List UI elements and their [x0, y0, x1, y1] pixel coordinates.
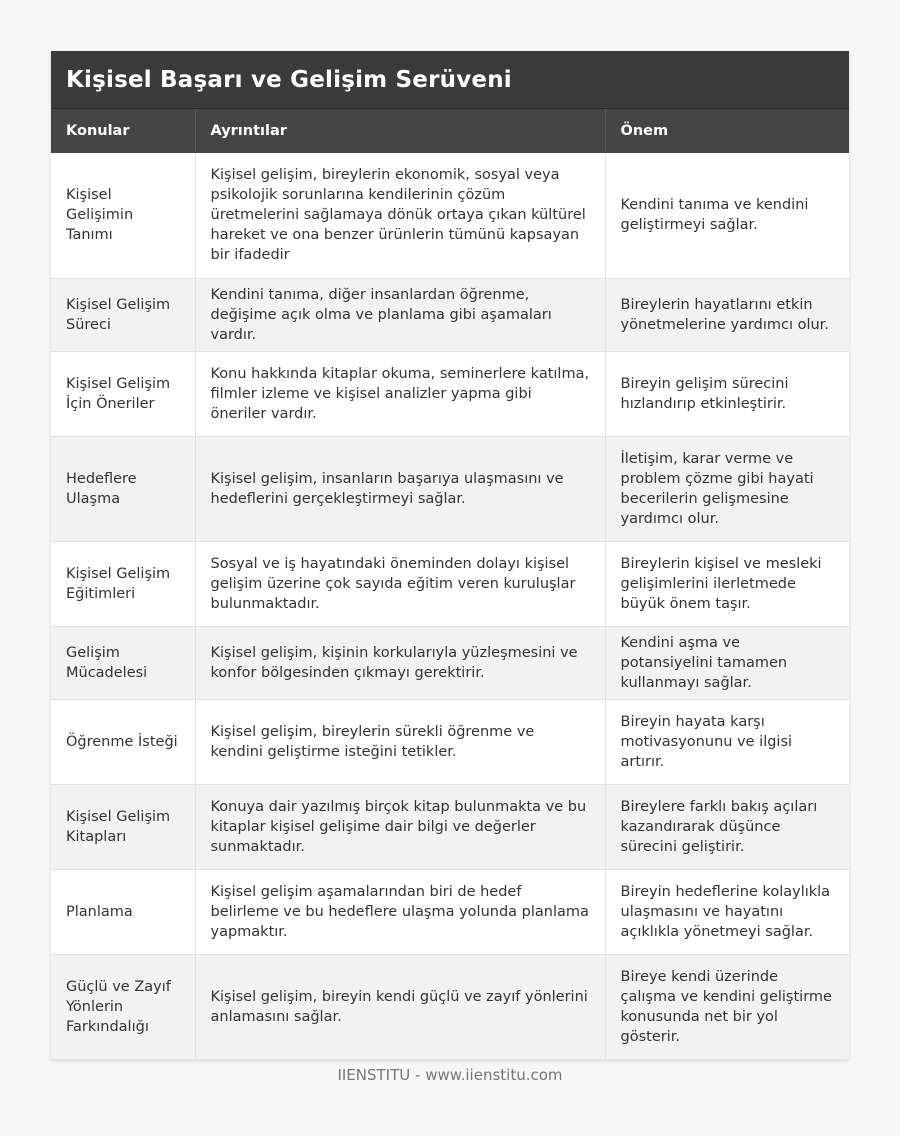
details-cell: Sosyal ve iş hayatındaki öneminden dolayı kişisel gelişim üzerine çok sayıda eğitim veren kuruluşlar bulunmaktadır.	[195, 541, 605, 626]
topic-cell: Kişisel Gelişim İçin Öneriler	[51, 351, 195, 436]
topic-cell: Hedeflere Ulaşma	[51, 436, 195, 541]
details-cell: Konu hakkında kitaplar okuma, seminerlere katılma, filmler izleme ve kişisel analizler yapma gibi öneriler vardır.	[195, 351, 605, 436]
importance-cell: Kendini tanıma ve kendini geliştirmeyi sağlar.	[605, 153, 849, 278]
table-card	[51, 51, 849, 1060]
topic-cell: Planlama	[51, 869, 195, 954]
importance-cell: Bireylerin hayatlarını etkin yönetmelerine yardımcı olur.	[605, 278, 849, 351]
details-cell: Kişisel gelişim, kişinin korkularıyla yüzleşmesini ve konfor bölgesinden çıkmayı gerektirir.	[195, 626, 605, 699]
table-row	[51, 954, 849, 1059]
importance-cell: Bireylere farklı bakış açıları kazandırarak düşünce sürecini geliştirir.	[605, 784, 849, 869]
table-row	[51, 436, 849, 541]
importance-cell: Bireyin hayata karşı motivasyonunu ve ilgisi artırır.	[605, 699, 849, 784]
details-cell: Kişisel gelişim, bireyin kendi güçlü ve zayıf yönlerini anlamasını sağlar.	[195, 954, 605, 1059]
topic-cell: Kişisel Gelişim Eğitimleri	[51, 541, 195, 626]
table-row	[51, 541, 849, 626]
table-row	[51, 699, 849, 784]
importance-cell: Bireyin gelişim sürecini hızlandırıp etkinleştirir.	[605, 351, 849, 436]
table-row	[51, 278, 849, 351]
table-row	[51, 869, 849, 954]
table-header	[51, 109, 849, 153]
topic-cell: Kişisel Gelişim Süreci	[51, 278, 195, 351]
topic-cell: Gelişim Mücadelesi	[51, 626, 195, 699]
column-header-topics: Konular	[51, 109, 195, 153]
details-cell: Kişisel gelişim, bireylerin ekonomik, sosyal veya psikolojik sorunlarına kendilerinin çözüm üretmelerini sağlamaya dönük ortaya çıkan kültürel hareket ve ona benzer ürünlerin tümünü kapsayan bir ifadedir	[195, 153, 605, 278]
column-header-importance: Önem	[605, 109, 849, 153]
importance-cell: Bireyin hedeflerine kolaylıkla ulaşmasını ve hayatını açıklıkla yönetmeyi sağlar.	[605, 869, 849, 954]
table-row	[51, 784, 849, 869]
footer-credit: IIENSTITU - www.iienstitu.com	[337, 1066, 563, 1084]
table-row	[51, 351, 849, 436]
content-table	[51, 109, 849, 1060]
details-cell: Kişisel gelişim aşamalarından biri de hedef belirleme ve bu hedeflere ulaşma yolunda planlama yapmaktır.	[195, 869, 605, 954]
topic-cell: Kişisel Gelişimin Tanımı	[51, 153, 195, 278]
column-header-details: Ayrıntılar	[195, 109, 605, 153]
table-row	[51, 626, 849, 699]
details-cell: Kişisel gelişim, bireylerin sürekli öğrenme ve kendini geliştirme isteğini tetikler.	[195, 699, 605, 784]
topic-cell: Güçlü ve Zayıf Yönlerin Farkındalığı	[51, 954, 195, 1059]
importance-cell: Kendini aşma ve potansiyelini tamamen kullanmayı sağlar.	[605, 626, 849, 699]
details-cell: Konuya dair yazılmış birçok kitap bulunmakta ve bu kitaplar kişisel gelişime dair bilgi ve değerler sunmaktadır.	[195, 784, 605, 869]
details-cell: Kendini tanıma, diğer insanlardan öğrenme, değişime açık olma ve planlama gibi aşamaları vardır.	[195, 278, 605, 351]
importance-cell: İletişim, karar verme ve problem çözme gibi hayati becerilerin gelişmesine yardımcı olur.	[605, 436, 849, 541]
importance-cell: Bireylerin kişisel ve mesleki gelişimlerini ilerletmede büyük önem taşır.	[605, 541, 849, 626]
topic-cell: Kişisel Gelişim Kitapları	[51, 784, 195, 869]
details-cell: Kişisel gelişim, insanların başarıya ulaşmasını ve hedeflerini gerçekleştirmeyi sağlar.	[195, 436, 605, 541]
page-title: Kişisel Başarı ve Gelişim Serüveni	[51, 51, 849, 109]
table-body	[51, 153, 849, 1059]
header-row	[51, 109, 849, 153]
topic-cell: Öğrenme İsteği	[51, 699, 195, 784]
table-row	[51, 153, 849, 278]
importance-cell: Bireye kendi üzerinde çalışma ve kendini geliştirme konusunda net bir yol gösterir.	[605, 954, 849, 1059]
